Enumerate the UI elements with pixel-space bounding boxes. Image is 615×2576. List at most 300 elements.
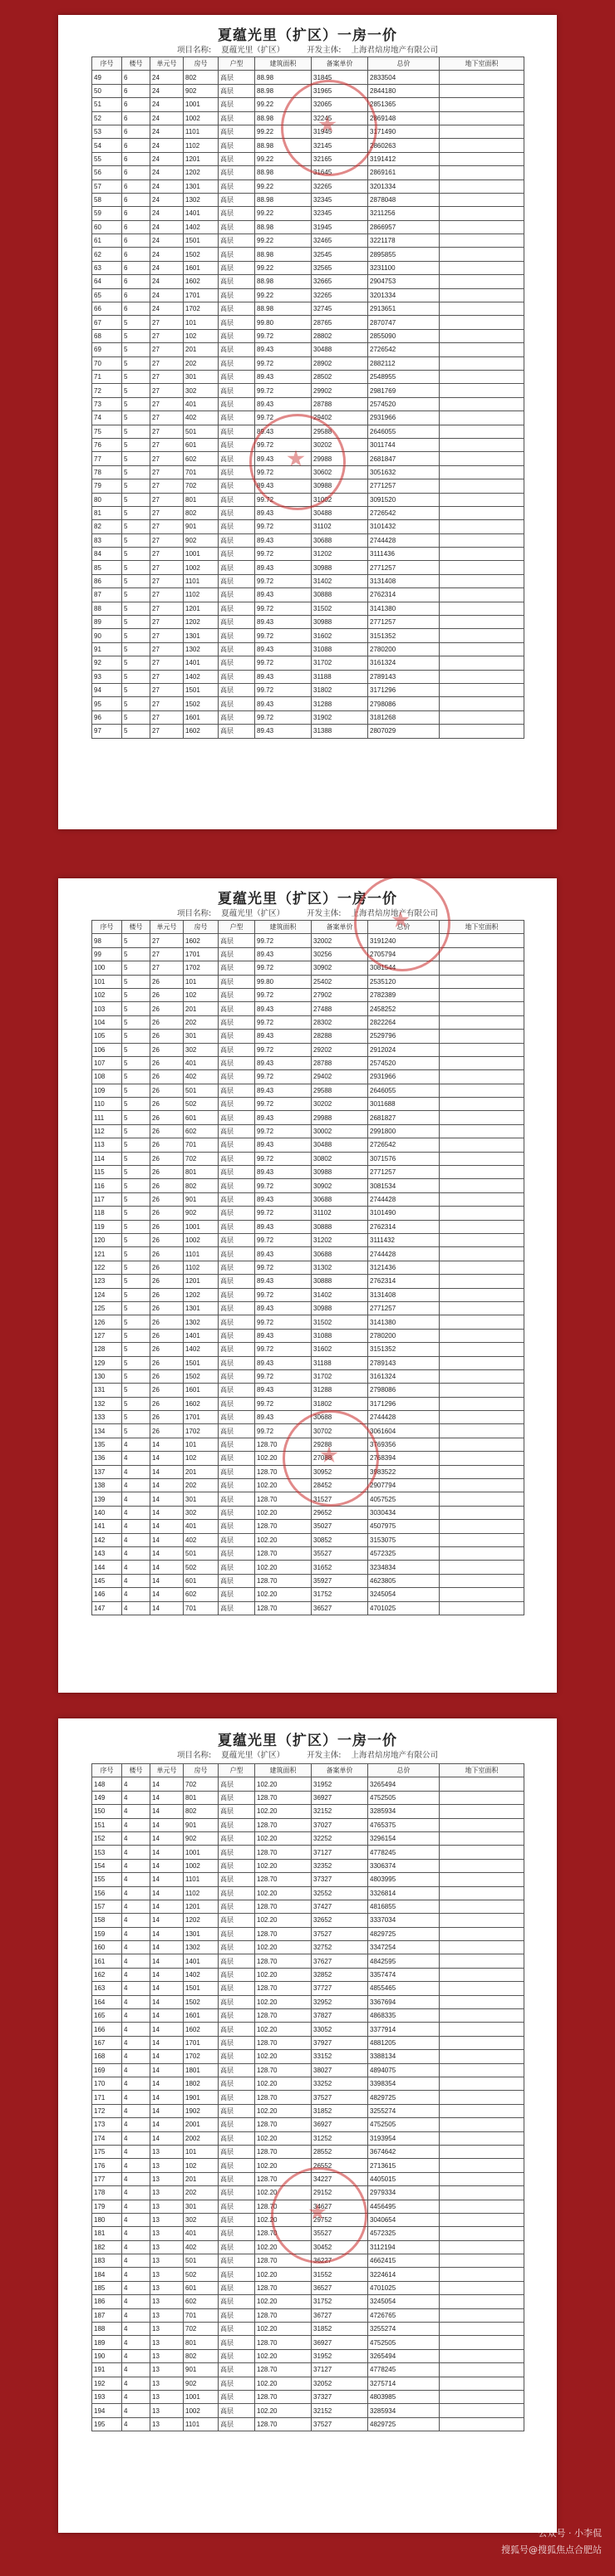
table-cell: 26 bbox=[150, 1179, 184, 1192]
table-cell: 166 bbox=[92, 2023, 122, 2036]
table-cell: 2768394 bbox=[368, 1452, 440, 1465]
table-cell bbox=[440, 961, 524, 975]
table-cell: 2001 bbox=[184, 2118, 219, 2131]
table-cell bbox=[440, 1411, 524, 1424]
table-cell: 高层 bbox=[219, 2172, 255, 2185]
table-cell: 5 bbox=[122, 384, 150, 397]
table-cell: 1002 bbox=[184, 1233, 219, 1246]
table-cell: 14 bbox=[150, 2023, 184, 2036]
table-cell: 高层 bbox=[219, 1098, 255, 1111]
table-cell: 99.72 bbox=[255, 1288, 312, 1301]
table-cell: 14 bbox=[150, 1982, 184, 1995]
table-row bbox=[92, 1927, 524, 1940]
table-row bbox=[92, 452, 524, 465]
table-cell: 高层 bbox=[219, 2023, 255, 2036]
table-cell: 5 bbox=[122, 710, 150, 724]
table-cell: 128.70 bbox=[255, 2009, 312, 2023]
table-cell: 89.43 bbox=[255, 370, 312, 383]
table-cell: 201 bbox=[184, 2172, 219, 2185]
table-cell: 27 bbox=[150, 520, 184, 533]
table-cell bbox=[440, 1275, 524, 1288]
table-cell: 702 bbox=[184, 1777, 219, 1791]
table-cell: 高层 bbox=[219, 1438, 255, 1451]
table-cell bbox=[440, 2240, 524, 2254]
table-row bbox=[92, 1056, 524, 1069]
table-cell: 1101 bbox=[184, 125, 219, 138]
table-cell: 3081534 bbox=[368, 1179, 440, 1192]
table-cell: 27 bbox=[150, 642, 184, 656]
price-table bbox=[91, 1763, 524, 2431]
table-cell: 28788 bbox=[312, 397, 368, 410]
table-cell bbox=[440, 2295, 524, 2308]
table-cell: 102.20 bbox=[255, 2050, 312, 2063]
project-name: 夏蕴光里（扩区） bbox=[221, 1751, 285, 1760]
table-cell: 2548955 bbox=[368, 370, 440, 383]
table-cell: 99.72 bbox=[255, 1233, 312, 1246]
table-cell: 4 bbox=[122, 1846, 150, 1859]
table-cell bbox=[440, 1995, 524, 2008]
table-row bbox=[92, 1207, 524, 1220]
table-cell: 102.20 bbox=[255, 1452, 312, 1465]
table-row bbox=[92, 1369, 524, 1383]
table-cell: 102.20 bbox=[255, 1777, 312, 1791]
table-cell: 14 bbox=[150, 1859, 184, 1872]
table-cell: 37827 bbox=[312, 2009, 368, 2023]
table-cell: 4 bbox=[122, 2023, 150, 2036]
table-cell bbox=[440, 2363, 524, 2377]
developer-name: 上海君焙房地产有限公司 bbox=[351, 1751, 438, 1760]
table-cell: 105 bbox=[92, 1030, 122, 1043]
table-cell: 2726542 bbox=[368, 506, 440, 519]
table-cell: 14 bbox=[150, 2050, 184, 2063]
table-cell: 88.98 bbox=[255, 193, 312, 206]
table-cell: 高层 bbox=[219, 2131, 255, 2145]
table-cell: 102.20 bbox=[255, 2404, 312, 2417]
table-cell: 89.43 bbox=[255, 588, 312, 602]
table-cell: 3171490 bbox=[368, 125, 440, 138]
table-cell: 1001 bbox=[184, 98, 219, 111]
table-cell: 33152 bbox=[312, 2050, 368, 2063]
table-cell: 4662415 bbox=[368, 2254, 440, 2268]
table-cell: 14 bbox=[150, 2118, 184, 2131]
table-cell: 14 bbox=[150, 1831, 184, 1845]
table-cell: 2878048 bbox=[368, 193, 440, 206]
table-cell: 29988 bbox=[312, 1111, 368, 1124]
table-cell: 28765 bbox=[312, 316, 368, 329]
table-cell: 4 bbox=[122, 1927, 150, 1940]
table-cell: 4057525 bbox=[368, 1492, 440, 1506]
table-cell: 89.43 bbox=[255, 1002, 312, 1015]
table-cell: 128.70 bbox=[255, 1791, 312, 1804]
table-cell: 5 bbox=[122, 961, 150, 975]
table-cell: 高层 bbox=[219, 1343, 255, 1356]
table-cell: 2744428 bbox=[368, 1411, 440, 1424]
table-cell: 139 bbox=[92, 1492, 122, 1506]
table-cell bbox=[440, 1098, 524, 1111]
table-cell: 89.43 bbox=[255, 506, 312, 519]
table-cell: 99.80 bbox=[255, 316, 312, 329]
table-cell: 1402 bbox=[184, 220, 219, 234]
table-cell: 37327 bbox=[312, 2390, 368, 2403]
table-cell: 29588 bbox=[312, 1084, 368, 1097]
table-cell: 99.80 bbox=[255, 975, 312, 988]
table-cell: 26 bbox=[150, 1247, 184, 1261]
table-cell: 102.20 bbox=[255, 2295, 312, 2308]
table-row bbox=[92, 2063, 524, 2077]
table-cell: 3191412 bbox=[368, 152, 440, 165]
column-header: 户型 bbox=[219, 921, 255, 934]
table-cell: 89.43 bbox=[255, 397, 312, 410]
table-cell: 99.72 bbox=[255, 961, 312, 975]
table-cell bbox=[440, 1533, 524, 1546]
table-cell bbox=[440, 2145, 524, 2158]
table-cell: 27 bbox=[150, 725, 184, 738]
table-cell: 179 bbox=[92, 2200, 122, 2213]
table-cell: 130 bbox=[92, 1369, 122, 1383]
table-cell: 195 bbox=[92, 2417, 122, 2431]
table-cell: 26 bbox=[150, 975, 184, 988]
table-cell: 1701 bbox=[184, 947, 219, 961]
table-cell: 2870747 bbox=[368, 316, 440, 329]
table-cell: 89.43 bbox=[255, 561, 312, 574]
table-header-row bbox=[92, 1764, 524, 1777]
table-cell: 高层 bbox=[219, 1070, 255, 1084]
table-cell: 3030434 bbox=[368, 1506, 440, 1519]
table-cell: 高层 bbox=[219, 1002, 255, 1015]
table-cell: 高层 bbox=[219, 1043, 255, 1056]
table-cell: 4 bbox=[122, 1954, 150, 1968]
table-cell: 高层 bbox=[219, 670, 255, 683]
table-cell: 302 bbox=[184, 2213, 219, 2226]
table-cell: 163 bbox=[92, 1982, 122, 1995]
table-row bbox=[92, 710, 524, 724]
table-cell: 99.72 bbox=[255, 548, 312, 561]
table-cell: 62 bbox=[92, 248, 122, 261]
table-cell: 32265 bbox=[312, 179, 368, 193]
table-row bbox=[92, 2377, 524, 2390]
table-cell: 99.72 bbox=[255, 493, 312, 506]
table-cell: 4 bbox=[122, 2240, 150, 2254]
table-cell: 35927 bbox=[312, 1574, 368, 1587]
table-cell: 3265494 bbox=[368, 1777, 440, 1791]
table-cell: 26 bbox=[150, 1056, 184, 1069]
table-cell: 5 bbox=[122, 1220, 150, 1233]
table-cell: 1402 bbox=[184, 1968, 219, 1981]
table-cell bbox=[440, 1520, 524, 1533]
table-row bbox=[92, 1138, 524, 1152]
table-cell: 36927 bbox=[312, 2336, 368, 2349]
project-info bbox=[58, 907, 557, 918]
table-cell: 4701025 bbox=[368, 2281, 440, 2294]
table-cell: 高层 bbox=[219, 642, 255, 656]
table-cell: 6 bbox=[122, 248, 150, 261]
table-cell: 26 bbox=[150, 1369, 184, 1383]
table-cell: 26 bbox=[150, 1015, 184, 1029]
table-cell: 402 bbox=[184, 2240, 219, 2254]
table-cell: 高层 bbox=[219, 683, 255, 696]
table-cell: 高层 bbox=[219, 1138, 255, 1152]
table-cell bbox=[440, 934, 524, 947]
table-cell bbox=[440, 1124, 524, 1138]
table-row bbox=[92, 588, 524, 602]
table-cell: 高层 bbox=[219, 411, 255, 425]
table-cell: 3211256 bbox=[368, 207, 440, 220]
table-cell bbox=[440, 1886, 524, 1900]
table-cell: 28302 bbox=[312, 1015, 368, 1029]
table-cell: 高层 bbox=[219, 710, 255, 724]
table-cell: 1202 bbox=[184, 166, 219, 179]
table-cell: 32152 bbox=[312, 2404, 368, 2417]
table-cell: 31102 bbox=[312, 520, 368, 533]
table-cell bbox=[440, 2349, 524, 2362]
table-cell: 138 bbox=[92, 1479, 122, 1492]
table-cell: 27 bbox=[150, 548, 184, 561]
table-cell bbox=[440, 152, 524, 165]
table-cell: 27 bbox=[150, 697, 184, 710]
table-cell: 29752 bbox=[312, 2213, 368, 2226]
table-body bbox=[92, 1777, 524, 2431]
table-cell: 4 bbox=[122, 2036, 150, 2049]
table-cell: 6 bbox=[122, 166, 150, 179]
table-row bbox=[92, 1329, 524, 1342]
table-cell: 4 bbox=[122, 1805, 150, 1818]
table-cell: 5 bbox=[122, 629, 150, 642]
table-cell: 31288 bbox=[312, 1384, 368, 1397]
table-cell: 13 bbox=[150, 2254, 184, 2268]
table-cell: 31088 bbox=[312, 642, 368, 656]
table-cell bbox=[440, 166, 524, 179]
table-cell: 6 bbox=[122, 139, 150, 152]
table-cell: 3255274 bbox=[368, 2323, 440, 2336]
table-cell: 1101 bbox=[184, 2417, 219, 2431]
table-cell: 128.70 bbox=[255, 2172, 312, 2185]
table-cell: 30602 bbox=[312, 465, 368, 479]
table-row bbox=[92, 316, 524, 329]
table-cell: 102.20 bbox=[255, 1479, 312, 1492]
table-cell: 31252 bbox=[312, 2131, 368, 2145]
table-cell: 3153075 bbox=[368, 1533, 440, 1546]
table-cell bbox=[440, 683, 524, 696]
table-cell: 24 bbox=[150, 71, 184, 84]
table-cell: 99.72 bbox=[255, 1152, 312, 1165]
table-cell: 3326814 bbox=[368, 1886, 440, 1900]
table-cell bbox=[440, 1927, 524, 1940]
table-cell: 68 bbox=[92, 329, 122, 342]
table-cell: 128.70 bbox=[255, 1846, 312, 1859]
table-cell: 99.72 bbox=[255, 629, 312, 642]
table-cell: 4 bbox=[122, 2145, 150, 2158]
table-cell: 4 bbox=[122, 2186, 150, 2200]
table-cell: 801 bbox=[184, 493, 219, 506]
table-cell: 13 bbox=[150, 2213, 184, 2226]
column-header: 总价 bbox=[368, 1764, 440, 1777]
table-cell: 高层 bbox=[219, 493, 255, 506]
table-cell: 88.98 bbox=[255, 71, 312, 84]
column-header: 建筑面积 bbox=[255, 921, 312, 934]
table-cell: 24 bbox=[150, 84, 184, 97]
table-cell: 31845 bbox=[312, 71, 368, 84]
table-cell bbox=[440, 2213, 524, 2226]
table-row bbox=[92, 1070, 524, 1084]
table-cell: 1701 bbox=[184, 288, 219, 302]
table-cell: 102.20 bbox=[255, 1914, 312, 1927]
table-cell: 2798086 bbox=[368, 1384, 440, 1397]
table-cell: 高层 bbox=[219, 329, 255, 342]
table-cell: 65 bbox=[92, 288, 122, 302]
table-cell: 高层 bbox=[219, 520, 255, 533]
table-cell: 141 bbox=[92, 1520, 122, 1533]
table-cell bbox=[440, 479, 524, 493]
table-cell: 高层 bbox=[219, 2349, 255, 2362]
table-cell bbox=[440, 220, 524, 234]
table-cell bbox=[440, 1030, 524, 1043]
table-cell: 5 bbox=[122, 1275, 150, 1288]
table-cell: 高层 bbox=[219, 1954, 255, 1968]
table-cell: 6 bbox=[122, 111, 150, 125]
table-cell: 128.70 bbox=[255, 2390, 312, 2403]
table-cell: 高层 bbox=[219, 384, 255, 397]
table-cell: 高层 bbox=[219, 1900, 255, 1913]
table-cell: 1602 bbox=[184, 934, 219, 947]
table-cell: 119 bbox=[92, 1220, 122, 1233]
table-cell: 13 bbox=[150, 2159, 184, 2172]
table-cell: 5 bbox=[122, 1084, 150, 1097]
table-cell: 1902 bbox=[184, 2104, 219, 2117]
table-row bbox=[92, 1002, 524, 1015]
table-cell: 36927 bbox=[312, 2118, 368, 2131]
table-row bbox=[92, 2349, 524, 2362]
table-cell: 89.43 bbox=[255, 670, 312, 683]
table-row bbox=[92, 642, 524, 656]
project-name: 夏蕴光里（扩区） bbox=[221, 909, 285, 918]
table-cell: 180 bbox=[92, 2213, 122, 2226]
table-cell: 37127 bbox=[312, 1846, 368, 1859]
table-cell: 29988 bbox=[312, 452, 368, 465]
table-cell: 5 bbox=[122, 1152, 150, 1165]
table-cell: 高层 bbox=[219, 506, 255, 519]
table-cell: 高层 bbox=[219, 465, 255, 479]
table-cell: 5 bbox=[122, 697, 150, 710]
table-cell: 88.98 bbox=[255, 275, 312, 288]
table-cell: 114 bbox=[92, 1152, 122, 1165]
table-cell: 401 bbox=[184, 1520, 219, 1533]
table-cell: 32252 bbox=[312, 1831, 368, 1845]
table-cell bbox=[440, 2268, 524, 2281]
table-cell: 36927 bbox=[312, 1791, 368, 1804]
table-row bbox=[92, 2077, 524, 2090]
table-cell: 14 bbox=[150, 1886, 184, 1900]
table-cell: 26 bbox=[150, 1424, 184, 1438]
table-cell: 1601 bbox=[184, 1384, 219, 1397]
table-cell: 159 bbox=[92, 1927, 122, 1940]
table-cell: 14 bbox=[150, 1533, 184, 1546]
table-cell: 188 bbox=[92, 2323, 122, 2336]
table-cell: 63 bbox=[92, 261, 122, 274]
table-cell: 30688 bbox=[312, 533, 368, 547]
column-header: 序号 bbox=[92, 1764, 122, 1777]
table-cell: 36227 bbox=[312, 2254, 368, 2268]
table-cell: 13 bbox=[150, 2145, 184, 2158]
table-cell: 14 bbox=[150, 1846, 184, 1859]
column-header: 总价 bbox=[368, 57, 440, 71]
table-cell: 26 bbox=[150, 1070, 184, 1084]
table-cell bbox=[440, 1561, 524, 1574]
table-cell: 25402 bbox=[312, 975, 368, 988]
table-cell: 24 bbox=[150, 302, 184, 316]
table-cell: 5 bbox=[122, 725, 150, 738]
table-cell: 1502 bbox=[184, 248, 219, 261]
table-cell bbox=[440, 1397, 524, 1410]
table-cell: 高层 bbox=[219, 397, 255, 410]
table-cell: 702 bbox=[184, 479, 219, 493]
table-cell: 高层 bbox=[219, 1479, 255, 1492]
table-cell: 30256 bbox=[312, 947, 368, 961]
table-cell: 26 bbox=[150, 1233, 184, 1246]
table-cell: 99.72 bbox=[255, 1424, 312, 1438]
table-cell: 31088 bbox=[312, 1329, 368, 1342]
table-cell bbox=[440, 629, 524, 642]
table-cell: 184 bbox=[92, 2268, 122, 2281]
table-cell: 5 bbox=[122, 1138, 150, 1152]
table-cell bbox=[440, 1343, 524, 1356]
table-cell: 102.20 bbox=[255, 2323, 312, 2336]
table-cell: 202 bbox=[184, 356, 219, 370]
table-cell: 132 bbox=[92, 1397, 122, 1410]
table-cell: 26 bbox=[150, 1111, 184, 1124]
table-cell: 31852 bbox=[312, 2104, 368, 2117]
table-cell: 14 bbox=[150, 2009, 184, 2023]
table-cell: 1302 bbox=[184, 642, 219, 656]
table-cell: 4 bbox=[122, 2308, 150, 2322]
table-cell: 高层 bbox=[219, 574, 255, 587]
table-cell bbox=[440, 1452, 524, 1465]
table-cell: 4 bbox=[122, 2377, 150, 2390]
table-cell: 31952 bbox=[312, 2349, 368, 2362]
table-cell: 26 bbox=[150, 1002, 184, 1015]
table-cell: 53 bbox=[92, 125, 122, 138]
table-cell: 4 bbox=[122, 2363, 150, 2377]
table-row bbox=[92, 1015, 524, 1029]
table-cell: 176 bbox=[92, 2159, 122, 2172]
table-cell: 5 bbox=[122, 316, 150, 329]
table-row bbox=[92, 1261, 524, 1274]
table-cell: 2789143 bbox=[368, 670, 440, 683]
table-cell bbox=[440, 1002, 524, 1015]
table-cell: 4 bbox=[122, 2336, 150, 2349]
table-cell: 186 bbox=[92, 2295, 122, 2308]
table-cell: 118 bbox=[92, 1207, 122, 1220]
table-cell: 29902 bbox=[312, 384, 368, 397]
table-cell: 601 bbox=[184, 1574, 219, 1587]
table-row bbox=[92, 1873, 524, 1886]
table-cell: 102 bbox=[92, 988, 122, 1001]
table-cell: 5 bbox=[122, 1179, 150, 1192]
table-row bbox=[92, 438, 524, 451]
table-cell bbox=[440, 520, 524, 533]
table-row bbox=[92, 329, 524, 342]
table-cell: 4 bbox=[122, 1561, 150, 1574]
table-cell bbox=[440, 193, 524, 206]
table-cell: 高层 bbox=[219, 2213, 255, 2226]
table-cell: 3275714 bbox=[368, 2377, 440, 2390]
table-cell: 14 bbox=[150, 1995, 184, 2008]
table-row bbox=[92, 1343, 524, 1356]
table-row bbox=[92, 1124, 524, 1138]
project-info bbox=[58, 43, 557, 55]
table-cell: 3377914 bbox=[368, 2023, 440, 2036]
table-cell: 128.70 bbox=[255, 1818, 312, 1831]
table-cell: 1101 bbox=[184, 1873, 219, 1886]
